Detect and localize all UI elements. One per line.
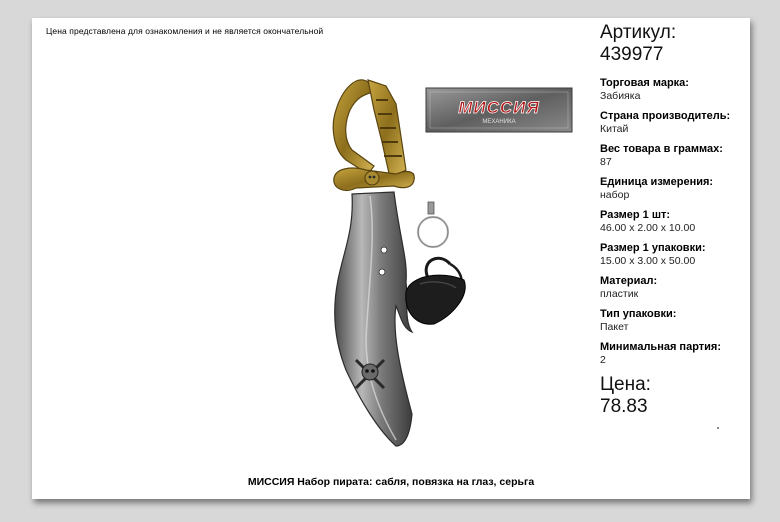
brand-logo-subtext: МЕХАНИКА <box>482 119 516 125</box>
price-disclaimer: Цена представлена для ознакомления и не является окончательной <box>46 26 324 36</box>
spec-unit <box>600 176 750 202</box>
brand-logo-text: МИССИЯ <box>458 98 540 117</box>
spec-package-size <box>600 242 750 268</box>
spec-label: Вес товара в граммах: <box>600 143 723 155</box>
spec-panel <box>600 22 750 418</box>
sabre <box>333 80 414 446</box>
price-block <box>600 374 750 418</box>
spec-label: Единица измерения: <box>600 176 714 188</box>
article-value: 439977 <box>600 44 664 65</box>
spec-value: Забияка <box>600 90 641 102</box>
spec-min-batch <box>600 341 750 367</box>
spec-value: 15.00 x 3.00 x 50.00 <box>600 255 696 267</box>
spec-value: пластик <box>600 288 639 300</box>
spec-list <box>600 77 750 367</box>
spec-label: Страна производитель: <box>600 110 731 122</box>
earring <box>418 202 448 247</box>
spec-label: Тип упаковки: <box>600 308 677 320</box>
spec-item-size <box>600 209 750 235</box>
price-label: Цена: <box>600 374 651 395</box>
spec-brand <box>600 77 750 103</box>
price-value: 78.83 <box>600 396 648 417</box>
spec-label: Размер 1 упаковки: <box>600 242 706 254</box>
brand-label <box>426 88 572 132</box>
spec-weight <box>600 143 750 169</box>
decorative-dot <box>717 427 719 429</box>
article-label: Артикул: <box>600 22 677 43</box>
spec-label: Минимальная партия: <box>600 341 721 353</box>
spec-label: Материал: <box>600 275 658 287</box>
spec-country <box>600 110 750 136</box>
product-title: МИССИЯ Набор пирата: сабля, повязка на глаз, серьга <box>247 476 535 488</box>
product-photo <box>316 70 592 454</box>
spec-value: 46.00 x 2.00 x 10.00 <box>600 222 696 234</box>
spec-package-type <box>600 308 750 334</box>
spec-label: Торговая марка: <box>600 77 689 89</box>
spec-value: 87 <box>600 156 612 168</box>
spec-value: Китай <box>600 123 629 135</box>
spec-value: Пакет <box>600 321 629 333</box>
eye-patch <box>406 258 465 324</box>
spec-value: набор <box>600 189 630 201</box>
spec-material <box>600 275 750 301</box>
spec-label: Размер 1 шт: <box>600 209 671 221</box>
spec-value: 2 <box>600 354 606 366</box>
